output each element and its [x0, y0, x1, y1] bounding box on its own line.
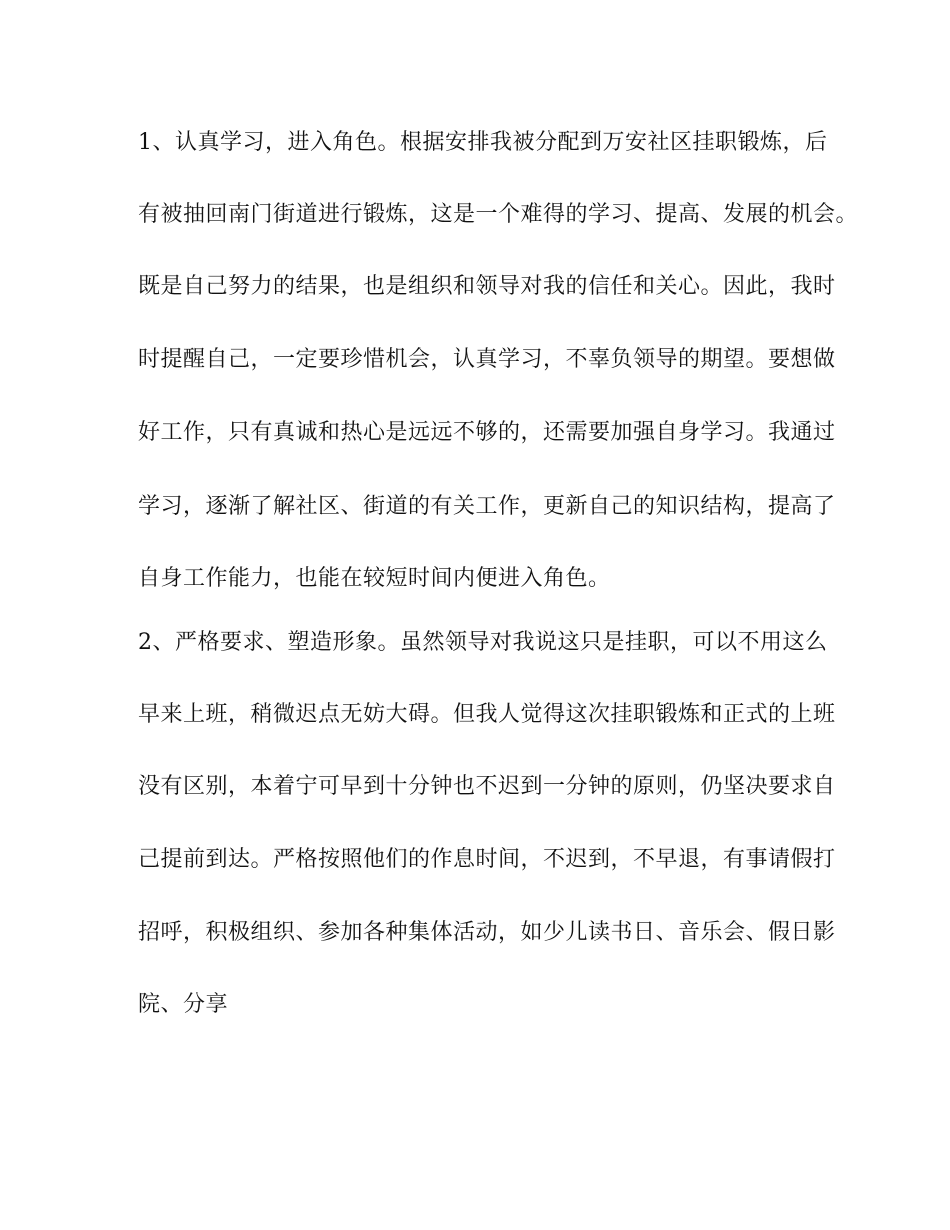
paragraph-2-line-4: 己提前到达。严格按照他们的作息时间，不迟到，不早退，有事请假打	[138, 847, 836, 872]
paragraph-2-line-1: 2、严格要求、塑造形象。虽然领导对我说这只是挂职，可以不用这么	[138, 630, 828, 655]
paragraph-1-line-1: 1、认真学习，进入角色。根据安排我被分配到万安社区挂职锻炼，后	[138, 130, 828, 155]
paragraph-1-line-4: 时提醒自己，一定要珍惜机会，认真学习，不辜负领导的期望。要想做	[138, 347, 836, 372]
paragraph-1-line-7: 自身工作能力，也能在较短时间内便进入角色。	[138, 566, 611, 591]
paragraph-2-line-2: 早来上班，稍微迟点无妨大碍。但我人觉得这次挂职锻炼和正式的上班	[138, 702, 836, 727]
paragraph-2-line-3: 没有区别，本着宁可早到十分钟也不迟到一分钟的原则，仍坚决要求自	[138, 774, 836, 799]
paragraph-2-line-6: 院、分享	[138, 992, 229, 1017]
paragraph-1-line-2: 有被抽回南门街道进行锻炼，这是一个难得的学习、提高、发展的机会。	[138, 202, 859, 227]
paragraph-1-line-3: 既是自己努力的结果，也是组织和领导对我的信任和关心。因此，我时	[138, 274, 836, 299]
paragraph-1-line-5: 好工作，只有真诚和热心是远远不够的，还需要加强自身学习。我通过	[138, 420, 836, 445]
paragraph-1-line-6: 学习，逐渐了解社区、街道的有关工作，更新自己的知识结构，提高了	[138, 494, 836, 519]
paragraph-2-line-5: 招呼，积极组织、参加各种集体活动，如少儿读书日、音乐会、假日影	[138, 920, 836, 945]
